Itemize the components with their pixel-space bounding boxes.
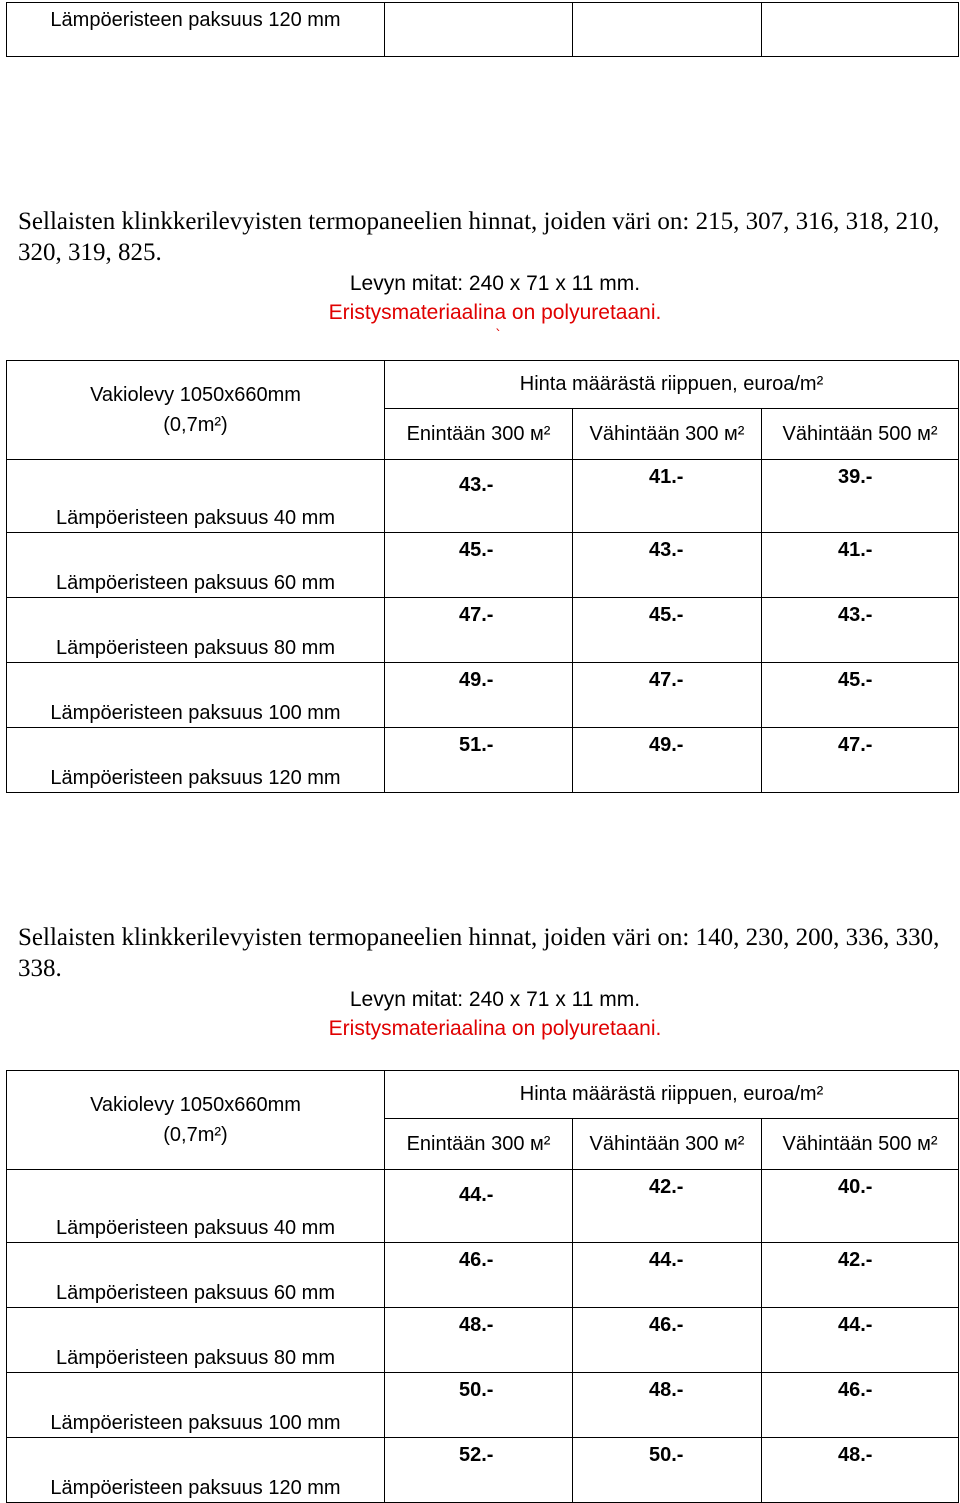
- table-row: [7, 598, 959, 663]
- price-cell: 48.-: [385, 1308, 573, 1373]
- table-row: [7, 533, 959, 598]
- price-cell: 43.-: [385, 460, 573, 533]
- price-cell: 45.-: [573, 598, 762, 663]
- price-cell: 46.-: [762, 1373, 959, 1438]
- table-row: [7, 1243, 959, 1308]
- price-cell: 44.-: [573, 1243, 762, 1308]
- table-row: [7, 1373, 959, 1438]
- row-label: Lämpöeristeen paksuus 120 mm: [7, 3, 385, 57]
- price-cell: 49.-: [385, 663, 573, 728]
- table-row: [7, 460, 959, 533]
- price-cell: 42.-: [762, 1243, 959, 1308]
- top-fragment-table: [6, 2, 959, 57]
- row-label: Lämpöeristeen paksuus 100 mm: [7, 1373, 385, 1438]
- price-cell: 45.-: [385, 533, 573, 598]
- table-row: [7, 1308, 959, 1373]
- price-cell: 48.-: [573, 1373, 762, 1438]
- price-cell: 41.-: [573, 460, 762, 533]
- row-label: Lämpöeristeen paksuus 120 mm: [7, 728, 385, 793]
- price-cell: 50.-: [385, 1373, 573, 1438]
- column-header: Enintään 300 м²: [385, 1119, 573, 1170]
- row-label: Lämpöeristeen paksuus 40 mm: [7, 460, 385, 533]
- table-row: [7, 1438, 959, 1503]
- price-cell: 44.-: [385, 1170, 573, 1243]
- price-table: [6, 1070, 959, 1503]
- price-cell: 41.-: [762, 533, 959, 598]
- price-cell: 46.-: [573, 1308, 762, 1373]
- stray-mark: `: [495, 328, 502, 344]
- price-cell: 40.-: [762, 1170, 959, 1243]
- price-cell: 50.-: [573, 1438, 762, 1503]
- row-label: Lämpöeristeen paksuus 100 mm: [7, 663, 385, 728]
- price-cell: 39.-: [762, 460, 959, 533]
- price-cell: 46.-: [385, 1243, 573, 1308]
- table-row: [7, 1170, 959, 1243]
- section-heading: Sellaisten klinkkerilevyisten termopaneelien hinnat, joiden väri on: 215, 307, 316, 318, 210, 320, 319, 825.: [18, 208, 940, 266]
- price-cell: 47.-: [385, 598, 573, 663]
- price-cell: 49.-: [573, 728, 762, 793]
- column-header: Enintään 300 м²: [385, 409, 573, 460]
- panel-size-label: Vakiolevy 1050x660mm: [90, 1094, 301, 1116]
- panel-area-label: (0,7m²): [163, 1124, 228, 1146]
- panel-dimensions: Levyn mitat: 240 x 71 x 11 mm.: [349, 272, 641, 295]
- column-header: Vähintään 500 м²: [762, 409, 959, 460]
- price-cell: 48.-: [762, 1438, 959, 1503]
- price-cell: 47.-: [573, 663, 762, 728]
- table-row: [7, 663, 959, 728]
- panel-area-label: (0,7m²): [163, 414, 228, 436]
- row-label: Lämpöeristeen paksuus 60 mm: [7, 1243, 385, 1308]
- price-cell: 43.-: [762, 598, 959, 663]
- price-cell: 42.-: [573, 1170, 762, 1243]
- price-header: Hinta määrästä riippuen, euroa/m²: [385, 361, 959, 409]
- row-label: Lämpöeristeen paksuus 40 mm: [7, 1170, 385, 1243]
- panel-size-cell: [7, 361, 385, 460]
- panel-dimensions: Levyn mitat: 240 x 71 x 11 mm.: [349, 988, 641, 1011]
- insulation-material: Eristysmateriaalina on polyuretaani.: [328, 301, 662, 324]
- section-heading: Sellaisten klinkkerilevyisten termopaneelien hinnat, joiden väri on: 140, 230, 200, 336, 330, 338.: [18, 924, 940, 982]
- price-table: [6, 360, 959, 793]
- row-label: Lämpöeristeen paksuus 120 mm: [7, 1438, 385, 1503]
- panel-size-cell: [7, 1071, 385, 1170]
- table-row: [7, 728, 959, 793]
- insulation-material: Eristysmateriaalina on polyuretaani.: [328, 1017, 662, 1040]
- price-cell: 45.-: [762, 663, 959, 728]
- price-cell: 51.-: [385, 728, 573, 793]
- price-cell: 47.-: [762, 728, 959, 793]
- column-header: Vähintään 500 м²: [762, 1119, 959, 1170]
- row-label: Lämpöeristeen paksuus 80 mm: [7, 598, 385, 663]
- row-label: Lämpöeristeen paksuus 80 mm: [7, 1308, 385, 1373]
- price-cell: 52.-: [385, 1438, 573, 1503]
- price-cell: 43.-: [573, 533, 762, 598]
- price-cell: 44.-: [762, 1308, 959, 1373]
- price-header: Hinta määrästä riippuen, euroa/m²: [385, 1071, 959, 1119]
- row-label: Lämpöeristeen paksuus 60 mm: [7, 533, 385, 598]
- column-header: Vähintään 300 м²: [573, 409, 762, 460]
- column-header: Vähintään 300 м²: [573, 1119, 762, 1170]
- panel-size-label: Vakiolevy 1050x660mm: [90, 384, 301, 406]
